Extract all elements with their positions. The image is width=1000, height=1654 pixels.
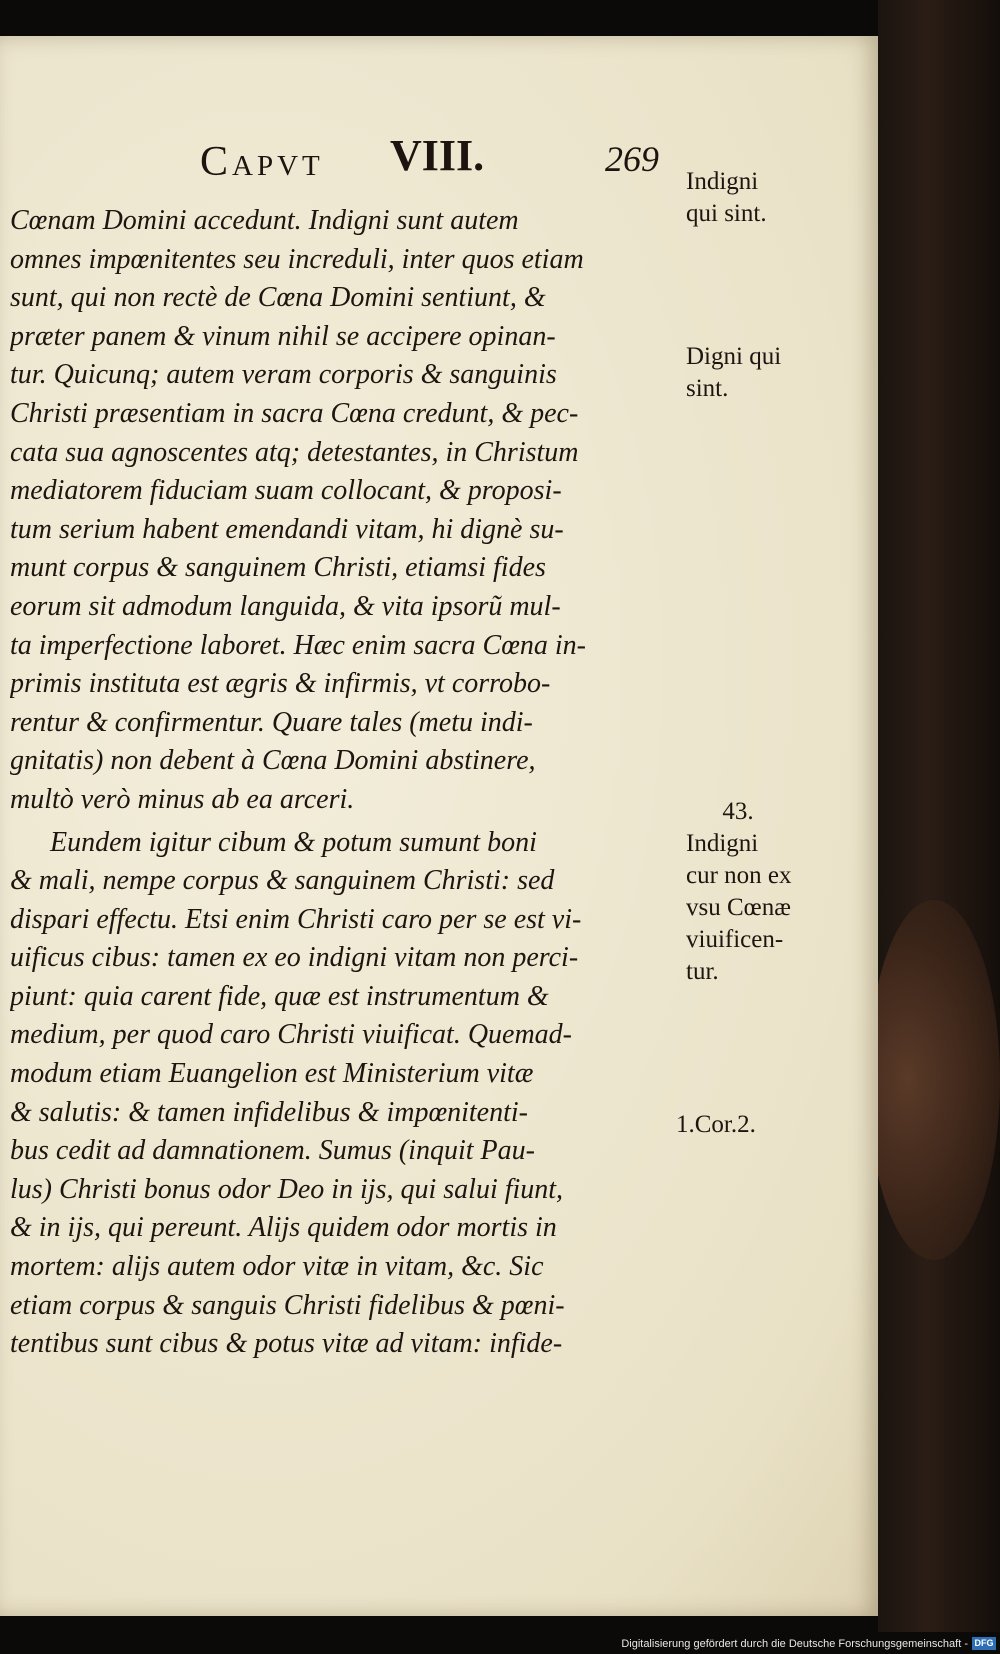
book-page [0,36,878,1616]
text-line: multò verò minus ab ea arceri. [10,783,355,815]
running-header [200,110,670,185]
text-line: mortem: alijs autem odor vitæ in vitam, &c. Sic [10,1251,544,1283]
text-line: Christi præsentiam in sacra Cœna credunt, & pec- [10,397,579,429]
text-line: uificus cibus: tamen ex eo indigni vitam non perci- [10,942,579,974]
text-line: modum etiam Euangelion est Ministerium vitæ [10,1058,534,1090]
text-line: tum serium habent emendandi vitam, hi dignè su- [10,513,564,545]
text-line: tentibus sunt cibus & potus vitæ ad vitam: infide- [10,1328,563,1360]
margin-note-digni [686,341,781,405]
margin-note-line: Indigni [686,830,759,857]
margin-note-number [690,796,786,828]
text-line: eorum sit admodum languida, & vita ipsorũ mul- [10,590,561,622]
margin-note-line: sint. [686,375,729,402]
text-line: tur. Quicunq; autem veram corporis & sanguinis [10,359,557,391]
dfg-logo: DFG [972,1637,996,1650]
text-line: medium, per quod caro Christi viuificat. Quemad- [10,1019,573,1051]
text-line: & mali, nempe corpus & sanguinem Christi: sed [10,865,555,897]
margin-note-line: 1.Cor.2. [676,1111,756,1138]
margin-note-line: viuificen- [686,926,784,953]
header-caput: Capvt [200,139,324,185]
footer-bar [0,1632,1000,1654]
margin-note-line: vsu Cœnæ [686,894,791,921]
main-text [10,202,670,1364]
text-line: mediatorem fiduciam suam collocant, & proposi- [10,475,562,507]
text-line: bus cedit ad damnationem. Sumus (inquit Pau- [10,1135,535,1167]
text-line: Cœnam Domini accedunt. Indigni sunt autem [10,205,519,236]
text-line: Eundem igitur cibum & potum sumunt boni [50,826,537,858]
note-number-43: 43. [722,798,754,825]
text-line: munt corpus & sanguinem Christi, etiamsi fides [10,552,546,584]
margin-note-line: tur. [686,958,719,985]
header-chapter: VIII. [390,131,485,180]
margin-note-indigni [686,166,767,230]
margin-note-line: Indigni [686,168,759,195]
digitization-credit: Digitalisierung gefördert durch die Deutsche Forschungsgemeinschaft - [621,1638,968,1650]
text-line: dispari effectu. Etsi enim Christi caro per se est vi- [10,903,582,935]
text-line: etiam corpus & sanguis Christi fidelibus & pœni- [10,1289,565,1321]
margin-note-line: qui sint. [686,200,767,227]
text-line: piunt: quia carent fide, quæ est instrumentum & [10,980,549,1012]
text-line: sunt, qui non rectè de Cœna Domini sentiunt, & [10,282,546,314]
thumb-shadow [868,900,1000,1260]
margin-note-indigni-cur [686,828,792,988]
text-line: præter panem & vinum nihil se accipere opinan- [10,320,556,352]
margin-note-cor-reference [676,1109,756,1141]
text-line: & salutis: & tamen infidelibus & impœnitenti- [10,1096,528,1128]
text-line: gnitatis) non debent à Cœna Domini abstinere, [10,745,536,777]
text-line: ta imperfectione laboret. Hæc enim sacra Cœna in- [10,629,586,661]
margin-note-line: cur non ex [686,862,792,889]
text-line: cata sua agnoscentes atq; detestantes, in Christum [10,436,579,468]
text-line: lus) Christi bonus odor Deo in ijs, qui salui fiunt, [10,1173,564,1205]
page-number: 269 [605,139,659,179]
text-line: omnes impœnitentes seu increduli, inter quos etiam [10,243,584,275]
text-line: primis instituta est ægris & infirmis, vt corrobo- [10,668,551,700]
text-line: rentur & confirmentur. Quare tales (metu indi- [10,706,533,738]
background-edge [878,0,1000,1654]
margin-note-line: Digni qui [686,343,782,370]
text-line: & in ijs, qui pereunt. Alijs quidem odor mortis in [10,1212,557,1244]
